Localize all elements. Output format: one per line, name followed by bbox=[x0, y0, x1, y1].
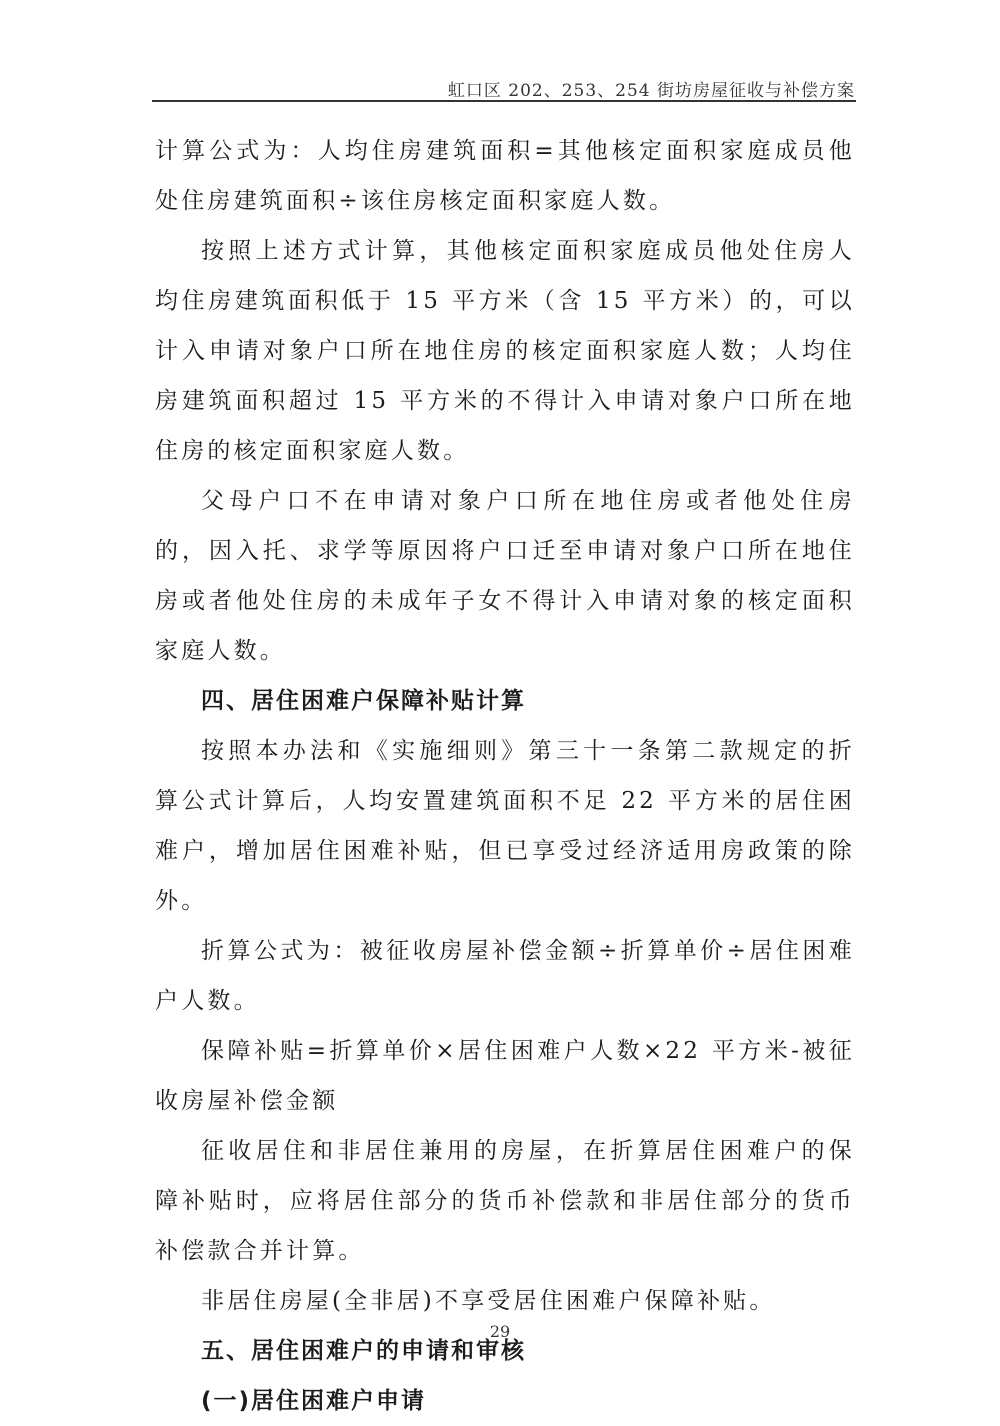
section-heading-4: 四、居住困难户保障补贴计算 bbox=[201, 688, 526, 714]
paragraph-subsidy-calculation: 按照本办法和《实施细则》第三十一条第二款规定的折算公式计算后，人均安置建筑面积不足 22 平方米的居住困难户，增加居住困难补贴，但已享受过经济适用房政策的除外。 bbox=[155, 738, 855, 914]
paragraph-mixed-use: 征收居住和非居住兼用的房屋，在折算居住困难户的保障补贴时，应将居住部分的货币补偿款和非居住部分的货币补偿款合并计算。 bbox=[155, 1138, 855, 1264]
page-number: 29 bbox=[489, 1322, 511, 1341]
subsection-heading-5-1: (一)居住困难户申请 bbox=[201, 1388, 427, 1414]
paragraph-minor-children: 父母户口不在申请对象户口所在地住房或者他处住房的，因入托、求学等原因将户口迁至申请对象户口所在地住房或者他处住房的未成年子女不得计入申请对象的核定面积家庭人数。 bbox=[155, 488, 855, 664]
section-heading-5: 五、居住困难户的申请和审核 bbox=[201, 1338, 526, 1364]
running-header: 虹口区 202、253、254 街坊房屋征收与补偿方案 bbox=[447, 81, 855, 101]
page-body bbox=[155, 126, 855, 1426]
paragraph-subsidy-formula: 保障补贴=折算单价×居住困难户人数×22 平方米-被征收房屋补偿金额 bbox=[155, 1038, 855, 1114]
paragraph-calculation-rule: 按照上述方式计算，其他核定面积家庭成员他处住房人均住房建筑面积低于 15 平方米（含 15 平方米）的，可以计入申请对象户口所在地住房的核定面积家庭人数；人均住房建筑面积超过 15 平方米的不得计入申请对象户口所在地住房的核定面积家庭人数。 bbox=[155, 238, 855, 464]
paragraph-conversion-formula: 折算公式为：被征收房屋补偿金额÷折算单价÷居住困难户人数。 bbox=[155, 938, 855, 1014]
header-rule bbox=[152, 100, 856, 102]
paragraph-formula-area: 计算公式为：人均住房建筑面积=其他核定面积家庭成员他处住房建筑面积÷该住房核定面积家庭人数。 bbox=[155, 138, 855, 214]
paragraph-non-residential: 非居住房屋(全非居)不享受居住困难户保障补贴。 bbox=[201, 1288, 776, 1314]
